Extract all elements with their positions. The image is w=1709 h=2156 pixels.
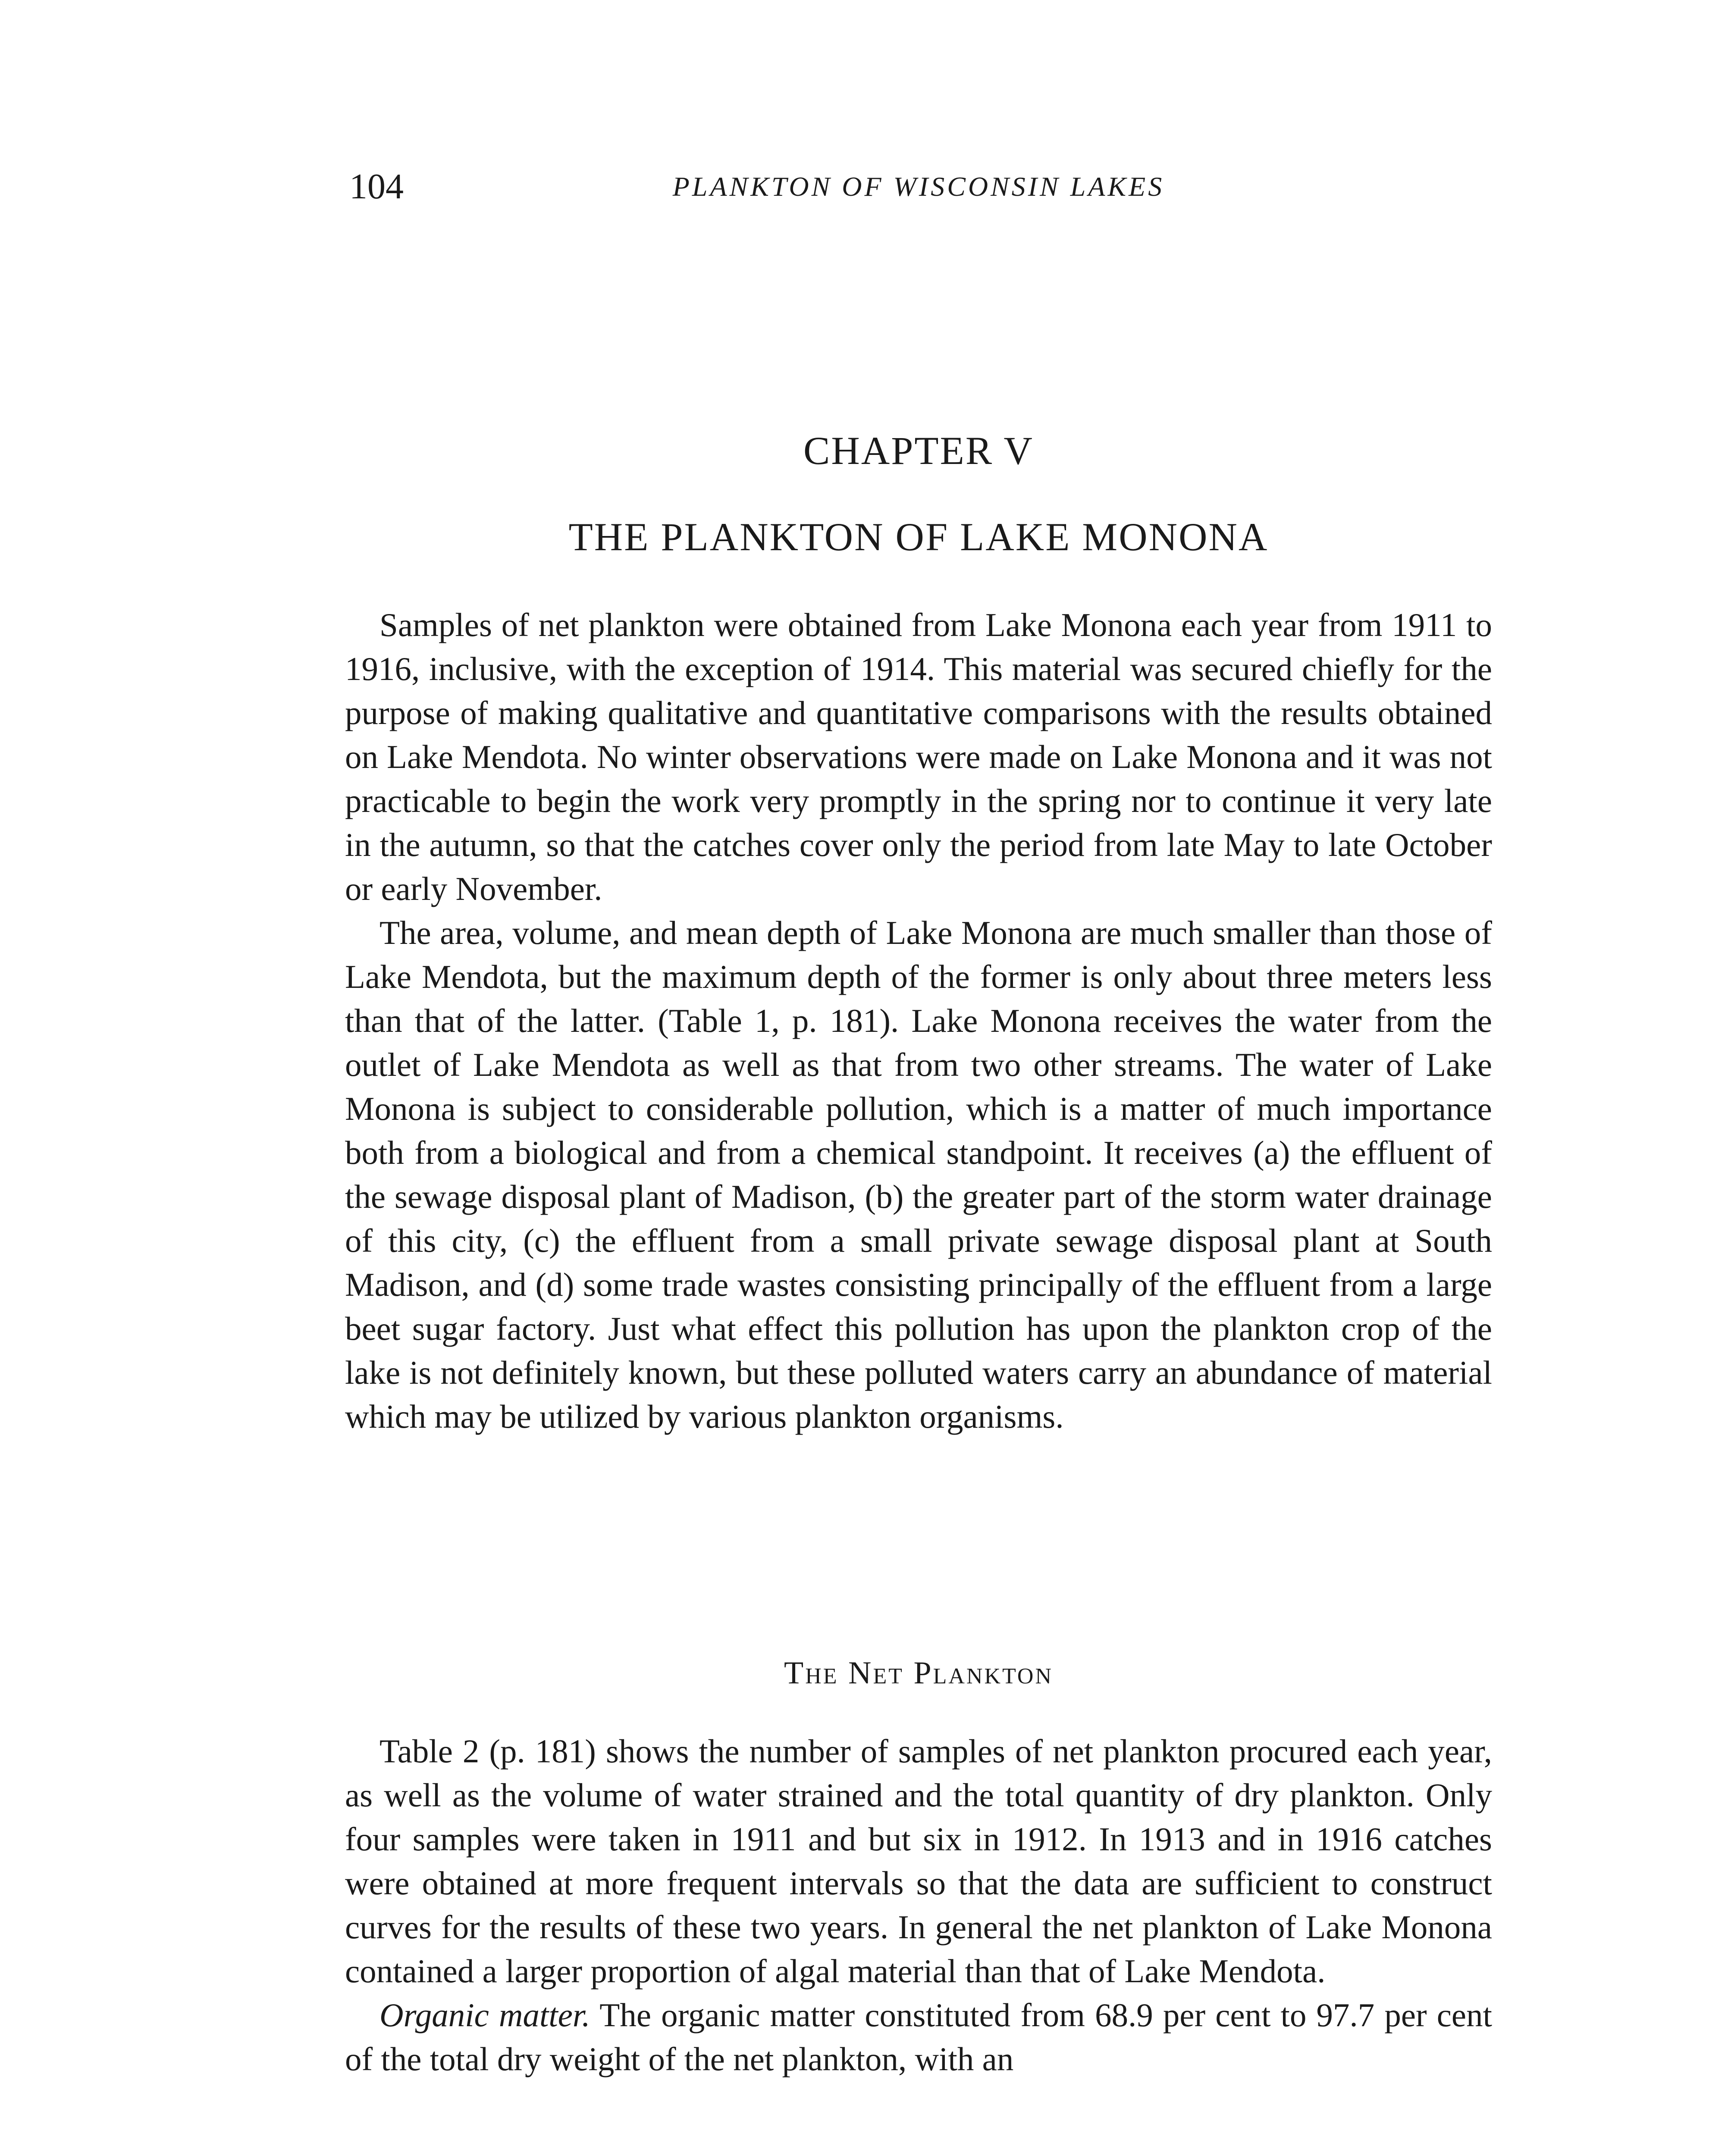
body-section-net-plankton [345,1729,1492,2081]
running-head [349,163,1488,210]
paragraph-lead-organic: Organic matter. [379,1996,590,2034]
running-title: PLANKTON OF WISCONSIN LAKES [672,171,1165,202]
paragraph-organic [345,1993,1492,2081]
chapter-label: CHAPTER V [803,429,1034,473]
paragraph-intro: Samples of net plankton were obtained from Lake Monona each year from 1911 to 1916, inclusive, with the exception of 1914. This material was secured chiefly for the purpose of making qualitative and quantitative comparisons with the results obtained on Lake Mendota. No winter observations were made on Lake Monona and it was not practicable to begin the work very promptly in the spring nor to continue it very late in the autumn, so that the catches cover only the period from late May to late October or early November. [345,606,1492,907]
page-number: 104 [349,166,404,207]
paragraph-area: The area, volume, and mean depth of Lake Monona are much smaller than those of Lake Mendota, but the maximum depth of the former is only about three meters less than that of the latter. (Table 1, p. 181). Lake Monona receives the water from the outlet of Lake Mendota as well as that from two other streams. The water of Lake Monona is subject to considerable pollution, which is a matter of much importance both from a biological and from a chemical standpoint. It receives (a) the effluent of the sewage disposal plant of Madison, (b) the greater part of the storm water drainage of this city, (c) the effluent from a small private sewage disposal plant at South Madison, and (d) some trade wastes consisting principally of the effluent from a large beet sugar factory. Just what effect this pollution has upon the plankton crop of the lake is not definitely known, but these polluted waters carry an abundance of material which may be utilized by various plankton organisms. [345,914,1492,1435]
body-section-intro [345,603,1492,1438]
section-heading: The Net Plankton [784,1655,1053,1691]
paragraph-table: Table 2 (p. 181) shows the number of samples of net plankton procured each year, as well as the volume of water strained and the total quantity of dry plankton. Only four samples were taken in 1911 and but six in 1912. In 1913 and in 1916 catches were obtained at more frequent intervals so that the data are sufficient to construct curves for the results of these two years. In general the net plankton of Lake Monona contained a larger proportion of algal material than that of Lake Mendota. [345,1733,1492,1990]
paragraph-organic-text: The organic matter constituted from 68.9 per cent to 97.7 per cent of the total dry weight of the net plankton, with an [345,1996,1492,2078]
chapter-title: THE PLANKTON OF LAKE MONONA [568,515,1269,559]
